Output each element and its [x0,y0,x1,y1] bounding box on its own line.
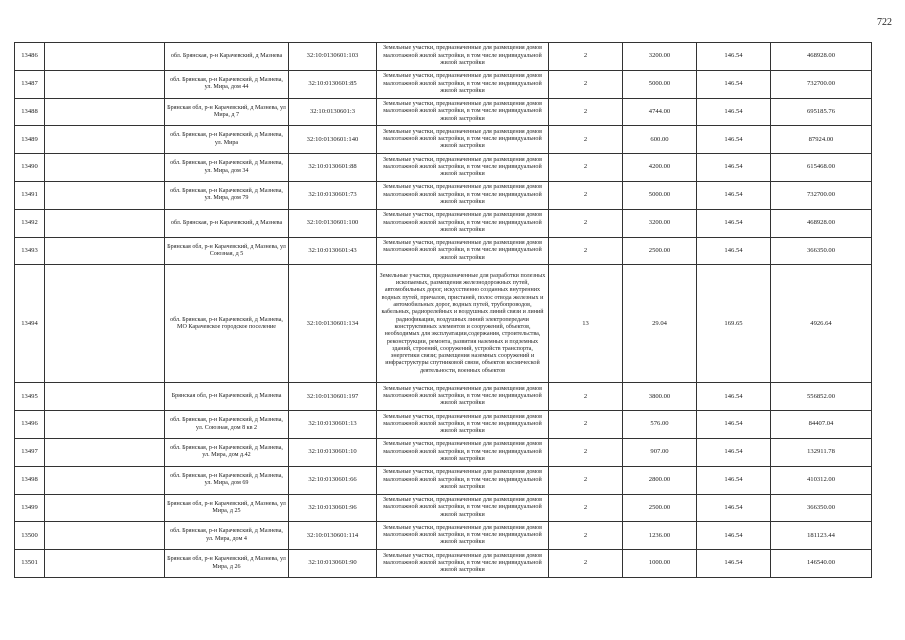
cell-land-purpose: Земельные участки, предназначенные для размещения домов малоэтажной жилой застройки, в том числе индивидуальной жилой застройки [377,411,549,439]
cell-specific-value: 146.54 [697,550,771,578]
cell-purpose-code: 2 [549,154,623,182]
cell-purpose-code: 2 [549,383,623,411]
table-row [15,98,872,126]
cell-specific-value: 146.54 [697,438,771,466]
cell-specific-value: 169.65 [697,265,771,383]
cell-empty [45,43,165,71]
cell-address: обл. Брянская, р-н Карачевский, д Мазнева, ул. Мира, дом 44 [165,70,289,98]
cell-specific-value: 146.54 [697,411,771,439]
cell-empty [45,70,165,98]
cell-empty [45,237,165,265]
cell-address: Брянская обл, р-н Карачевский, д Мазнева, ул Мира, д 25 [165,494,289,522]
table-row [15,466,872,494]
cell-cadastral-value: 732700.00 [771,70,872,98]
cell-specific-value: 146.54 [697,494,771,522]
cell-land-purpose: Земельные участки, предназначенные для размещения домов малоэтажной жилой застройки, в том числе индивидуальной жилой застройки [377,126,549,154]
cell-land-purpose: Земельные участки, предназначенные для размещения домов малоэтажной жилой застройки, в том числе индивидуальной жилой застройки [377,70,549,98]
cell-row-number: 13490 [15,154,45,182]
cell-cadastral-number: 32:10:0130601:85 [289,70,377,98]
cell-empty [45,522,165,550]
cell-specific-value: 146.54 [697,154,771,182]
cell-specific-value: 146.54 [697,522,771,550]
cell-address: Брянская обл, р-н Карачевский, д Мазнева, ул Мира, д 26 [165,550,289,578]
cell-row-number: 13494 [15,265,45,383]
cell-row-number: 13501 [15,550,45,578]
cell-address: Брянская обл, р-н Карачевский, д Мазнева [165,383,289,411]
cell-cadastral-number: 32:10:0130601:66 [289,466,377,494]
cell-area: 600.00 [623,126,697,154]
cell-empty [45,438,165,466]
cell-address: обл. Брянская, р-н Карачевский, д Мазнева, ул. Мира [165,126,289,154]
table-row [15,209,872,237]
cell-land-purpose: Земельные участки, предназначенные для разработки полезных ископаемых, размещения железнодорожных путей, автомобильных дорог, искусственно созданных внутренних водных путей, причалов, пристаней, полос отвода железных и автомобильных дорог, водных путей, трубопроводов, кабельных, радиорелейных и воздушных линий связи и линий радиофикации, воздушных линий электропередачи конструктивных элементов и сооружений, объектов, необходимых для эксплуатации,содержания, строительства, реконструкции, ремонта, развития наземных и подземных зданий, строений, сооружений, устройств транспорта, энергетики связи; размещения наземных сооружений и инфраструктуры спутниковой связи, объектов космической деятельности, военных объектов [377,265,549,383]
table-body [15,43,872,578]
cell-purpose-code: 2 [549,466,623,494]
cell-purpose-code: 13 [549,265,623,383]
cell-area: 3200.00 [623,209,697,237]
cell-area: 5000.00 [623,181,697,209]
cell-address: обл. Брянская, р-н Карачевский, д Мазнева, ул. Мира, дом 69 [165,466,289,494]
cell-cadastral-number: 32:10:0130601:73 [289,181,377,209]
cell-purpose-code: 2 [549,70,623,98]
table-row [15,550,872,578]
cell-purpose-code: 2 [549,126,623,154]
cell-purpose-code: 2 [549,411,623,439]
table-row [15,154,872,182]
cell-area: 3200.00 [623,43,697,71]
cell-row-number: 13488 [15,98,45,126]
cell-row-number: 13497 [15,438,45,466]
cell-cadastral-number: 32:10:0130601:114 [289,522,377,550]
cell-address: Брянская обл, р-н Карачевский, д Мазнева, ул Союзная, д 5 [165,237,289,265]
table-row [15,522,872,550]
cell-cadastral-number: 32:10:0130601:100 [289,209,377,237]
table-row [15,438,872,466]
cell-row-number: 13489 [15,126,45,154]
cell-specific-value: 146.54 [697,209,771,237]
cell-row-number: 13498 [15,466,45,494]
table-row [15,70,872,98]
cell-specific-value: 146.54 [697,181,771,209]
cell-cadastral-value: 468928.00 [771,209,872,237]
cell-empty [45,98,165,126]
cell-area: 2800.00 [623,466,697,494]
cell-empty [45,550,165,578]
table-row [15,383,872,411]
cell-area: 2500.00 [623,237,697,265]
cell-land-purpose: Земельные участки, предназначенные для размещения домов малоэтажной жилой застройки, в том числе индивидуальной жилой застройки [377,209,549,237]
page-number: 722 [877,17,892,28]
cell-address: обл. Брянская, р-н Карачевский, д Мазнева [165,209,289,237]
cell-empty [45,126,165,154]
cell-row-number: 13493 [15,237,45,265]
cell-purpose-code: 2 [549,237,623,265]
cell-cadastral-value: 366350.00 [771,237,872,265]
cell-address: Брянская обл, р-н Карачевский, д Мазнева, ул Мира, д 7 [165,98,289,126]
cell-row-number: 13486 [15,43,45,71]
cell-area: 4200.00 [623,154,697,182]
cell-area: 1000.00 [623,550,697,578]
cell-cadastral-number: 32:10:0130601:140 [289,126,377,154]
cell-area: 5000.00 [623,70,697,98]
cell-row-number: 13499 [15,494,45,522]
cell-row-number: 13491 [15,181,45,209]
cell-area: 3800.00 [623,383,697,411]
cell-purpose-code: 2 [549,209,623,237]
cell-empty [45,411,165,439]
cell-cadastral-number: 32:10:0130601:88 [289,154,377,182]
cell-cadastral-value: 146540.00 [771,550,872,578]
cell-cadastral-value: 410312.00 [771,466,872,494]
cell-land-purpose: Земельные участки, предназначенные для размещения домов малоэтажной жилой застройки, в том числе индивидуальной жилой застройки [377,522,549,550]
cell-purpose-code: 2 [549,550,623,578]
cell-address: обл. Брянская, р-н Карачевский, д Мазнева [165,43,289,71]
cell-cadastral-value: 366350.00 [771,494,872,522]
cell-cadastral-value: 695185.76 [771,98,872,126]
cell-land-purpose: Земельные участки, предназначенные для размещения домов малоэтажной жилой застройки, в том числе индивидуальной жилой застройки [377,383,549,411]
cell-address: обл. Брянская, р-н Карачевский, д Мазнева, ул. Мира, дом д.42 [165,438,289,466]
cell-land-purpose: Земельные участки, предназначенные для размещения домов малоэтажной жилой застройки, в том числе индивидуальной жилой застройки [377,237,549,265]
cell-empty [45,466,165,494]
cell-land-purpose: Земельные участки, предназначенные для размещения домов малоэтажной жилой застройки, в том числе индивидуальной жилой застройки [377,43,549,71]
cell-cadastral-number: 32:10:0130601:197 [289,383,377,411]
cell-cadastral-number: 32:10:0130601:134 [289,265,377,383]
table-row [15,43,872,71]
cell-empty [45,494,165,522]
cell-cadastral-value: 87924.00 [771,126,872,154]
table-row [15,126,872,154]
cell-purpose-code: 2 [549,494,623,522]
cell-cadastral-value: 468928.00 [771,43,872,71]
cell-specific-value: 146.54 [697,43,771,71]
cell-cadastral-number: 32:10:0130601:13 [289,411,377,439]
cell-cadastral-value: 181123.44 [771,522,872,550]
cell-area: 2500.00 [623,494,697,522]
cell-cadastral-number: 32:10:0130601:103 [289,43,377,71]
cell-row-number: 13496 [15,411,45,439]
cell-land-purpose: Земельные участки, предназначенные для размещения домов малоэтажной жилой застройки, в том числе индивидуальной жилой застройки [377,98,549,126]
table-row [15,265,872,383]
table-row [15,411,872,439]
cell-address: обл. Брянская, р-н Карачевский, д Мазнева, ул. Мира, дом 4 [165,522,289,550]
table-row [15,237,872,265]
cell-land-purpose: Земельные участки, предназначенные для размещения домов малоэтажной жилой застройки, в том числе индивидуальной жилой застройки [377,550,549,578]
cell-area: 576.00 [623,411,697,439]
cell-specific-value: 146.54 [697,98,771,126]
cell-cadastral-value: 4926.64 [771,265,872,383]
cell-address: обл. Брянская, р-н Карачевский, д Мазнева, ул. Мира, дом 34 [165,154,289,182]
cell-empty [45,209,165,237]
land-registry-table [14,42,872,578]
cell-cadastral-number: 32:10:0130601:96 [289,494,377,522]
cell-purpose-code: 2 [549,181,623,209]
cell-land-purpose: Земельные участки, предназначенные для размещения домов малоэтажной жилой застройки, в том числе индивидуальной жилой застройки [377,154,549,182]
cell-specific-value: 146.54 [697,466,771,494]
cell-empty [45,181,165,209]
cell-cadastral-number: 32:10:0130601:3 [289,98,377,126]
cell-specific-value: 146.54 [697,70,771,98]
cell-cadastral-value: 732700.00 [771,181,872,209]
cell-area: 4744.00 [623,98,697,126]
cell-cadastral-number: 32:10:0130601:43 [289,237,377,265]
cell-purpose-code: 2 [549,98,623,126]
cell-row-number: 13492 [15,209,45,237]
cell-purpose-code: 2 [549,438,623,466]
cell-empty [45,265,165,383]
table-row [15,181,872,209]
cell-land-purpose: Земельные участки, предназначенные для размещения домов малоэтажной жилой застройки, в том числе индивидуальной жилой застройки [377,181,549,209]
cell-cadastral-value: 132911.78 [771,438,872,466]
cell-land-purpose: Земельные участки, предназначенные для размещения домов малоэтажной жилой застройки, в том числе индивидуальной жилой застройки [377,494,549,522]
cell-cadastral-number: 32:10:0130601:10 [289,438,377,466]
cell-specific-value: 146.54 [697,237,771,265]
cell-empty [45,383,165,411]
cell-cadastral-value: 556852.00 [771,383,872,411]
cell-empty [45,154,165,182]
cell-area: 1236.00 [623,522,697,550]
cell-purpose-code: 2 [549,522,623,550]
cell-cadastral-number: 32:10:0130601:90 [289,550,377,578]
table-row [15,494,872,522]
cell-cadastral-value: 615468.00 [771,154,872,182]
cell-cadastral-value: 84407.04 [771,411,872,439]
cell-address: обл. Брянская, р-н Карачевский, д Мазнева, МО Карачевское городское поселение [165,265,289,383]
cell-area: 907.00 [623,438,697,466]
cell-row-number: 13500 [15,522,45,550]
cell-area: 29.04 [623,265,697,383]
cell-address: обл. Брянская, р-н Карачевский, д Мазнева, ул. Союзная, дом 8 кв 2 [165,411,289,439]
cell-specific-value: 146.54 [697,383,771,411]
cell-land-purpose: Земельные участки, предназначенные для размещения домов малоэтажной жилой застройки, в том числе индивидуальной жилой застройки [377,466,549,494]
cell-row-number: 13487 [15,70,45,98]
cell-specific-value: 146.54 [697,126,771,154]
cell-row-number: 13495 [15,383,45,411]
cell-address: обл. Брянская, р-н Карачевский, д Мазнева, ул. Мира, дом 79 [165,181,289,209]
cell-purpose-code: 2 [549,43,623,71]
cell-land-purpose: Земельные участки, предназначенные для размещения домов малоэтажной жилой застройки, в том числе индивидуальной жилой застройки [377,438,549,466]
